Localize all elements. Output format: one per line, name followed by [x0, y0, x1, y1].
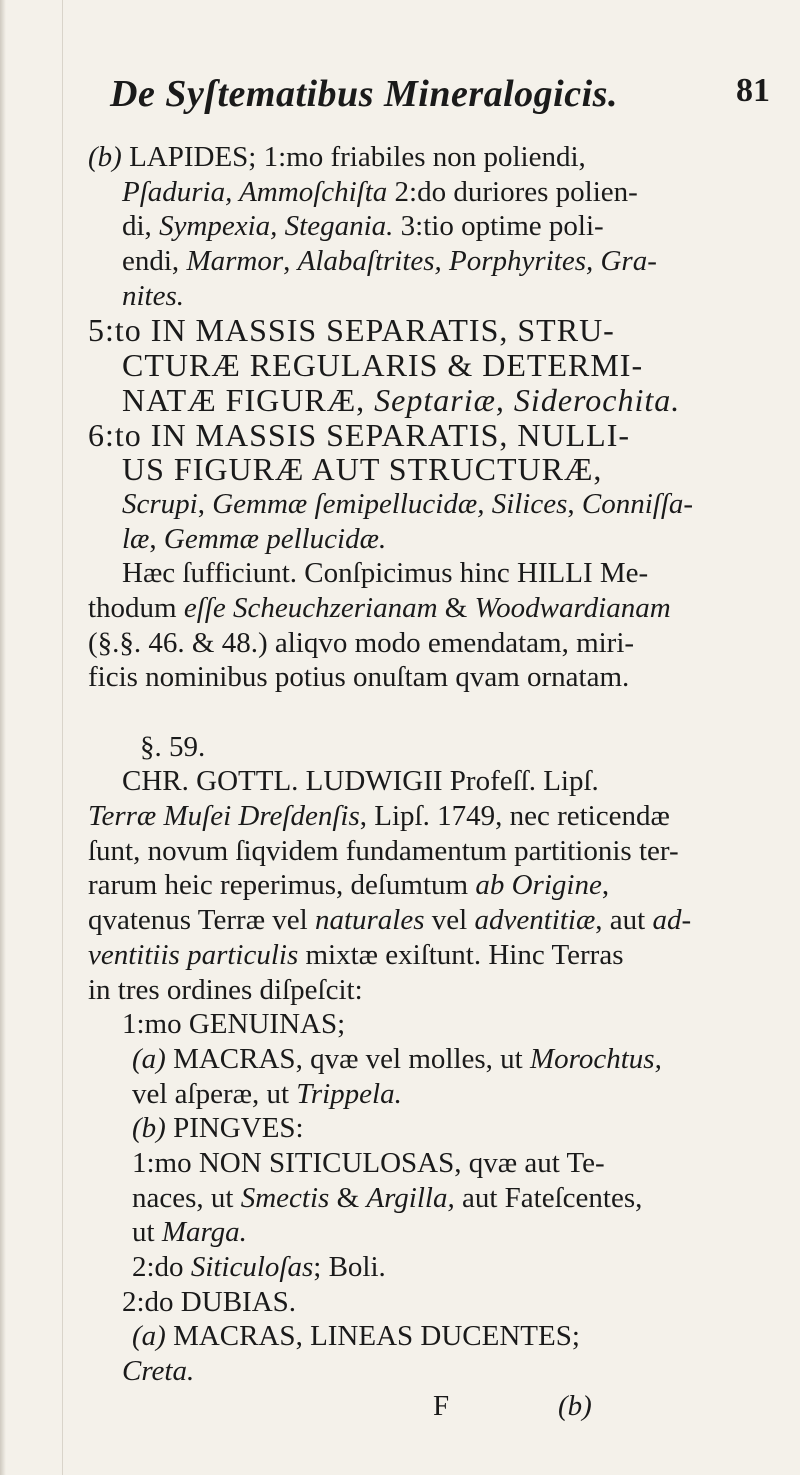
text-line: [88, 522, 778, 557]
roman-run: 1:mo GENUINAS;: [122, 1008, 346, 1041]
roman-run: MACRAS, qvæ vel molles, ut: [173, 1042, 530, 1075]
text-line: [88, 1215, 778, 1250]
italic-run: Creta.: [122, 1355, 195, 1388]
italic-run: Marmor: [186, 245, 284, 278]
roman-run: rarum heic reperimus, deſumtum: [88, 869, 476, 902]
roman-run: &: [437, 591, 475, 624]
page-edge: [0, 0, 6, 1475]
roman-run: LAPIDES; 1:mo friabiles non poliendi,: [129, 141, 586, 173]
text-line: [88, 695, 778, 730]
italic-run: ab Origine: [475, 869, 602, 902]
text-line: [88, 209, 778, 244]
section-number: [88, 730, 778, 765]
italic-run: (b): [88, 141, 130, 173]
roman-run: 2:do DUBIAS.: [122, 1285, 297, 1318]
italic-run: (b): [558, 1389, 592, 1422]
text-line: [88, 834, 778, 869]
text-line: [88, 1077, 778, 1112]
text-line: [88, 591, 778, 626]
text-line: [88, 938, 778, 973]
italic-run: Gemmæ pellucidæ.: [163, 522, 387, 555]
roman-run: F: [433, 1389, 450, 1422]
text-line: [88, 1181, 778, 1216]
text-line: [88, 418, 778, 453]
italic-run: Smectis: [240, 1181, 330, 1214]
roman-run: 1:mo NON SITICULOSAS, qvæ aut Te-: [132, 1146, 605, 1179]
italic-run: ad-: [652, 904, 692, 937]
italic-run: ventitiis particulis: [88, 938, 299, 971]
roman-run: 2:do: [132, 1251, 191, 1283]
text-line: [88, 973, 778, 1008]
italic-run: Alabaſtrites, Porphyrites, Gra-: [297, 245, 657, 278]
text-line: [88, 626, 778, 661]
text-line: [88, 1285, 778, 1320]
running-head: [110, 72, 770, 116]
italic-run: Marga.: [161, 1216, 247, 1249]
catchword-line: [88, 1389, 778, 1424]
roman-run: ,: [567, 487, 582, 520]
body-text: [88, 140, 778, 1423]
text-line: [88, 764, 778, 799]
roman-run: vel aſperæ, ut: [132, 1077, 297, 1110]
roman-run: (§.§. 46. & 48.) aliqvo modo emendatam, miri-: [88, 626, 635, 659]
text-line: [88, 244, 778, 279]
italic-run: Trippela.: [296, 1077, 402, 1110]
italic-run: Woodwardianam: [474, 591, 671, 624]
roman-run: 6:to IN MASSIS SEPARATIS, NULLI-: [88, 416, 630, 453]
roman-run: 5:to IN MASSIS SEPARATIS, STRU-: [88, 312, 615, 349]
italic-run: Terræ Muſei Dreſdenſis: [88, 800, 360, 833]
fold-line: [62, 0, 63, 1475]
text-line: [88, 1111, 778, 1146]
text-line: [88, 313, 778, 348]
italic-run: adventitiæ: [474, 904, 596, 937]
italic-run: (a): [132, 1320, 174, 1353]
text-line: [88, 660, 778, 695]
roman-run: ,: [283, 245, 298, 278]
roman-run: &: [329, 1181, 367, 1214]
text-line: [88, 452, 778, 487]
roman-run: , Lipſ. 1749, nec reticendæ: [359, 800, 670, 833]
running-title: De Syſtematibus Mineralogicis.: [110, 73, 618, 115]
text-line: [88, 868, 778, 903]
text-line: [88, 799, 778, 834]
roman-run: vel: [424, 904, 475, 937]
roman-run: NATÆ FIGURÆ,: [122, 381, 375, 418]
roman-run: 3:tio optime poli-: [400, 210, 604, 243]
text-line: [88, 1319, 778, 1354]
roman-run: ,: [197, 487, 213, 520]
roman-run: CHR. GOTTL. LUDWIGII Profeſſ. Lipſ.: [122, 765, 599, 798]
roman-run: ut: [132, 1216, 162, 1249]
page-number: 81: [736, 72, 770, 109]
italic-run: Septariæ, Siderochita.: [374, 381, 681, 418]
italic-run: nites.: [122, 279, 185, 312]
text-line: [88, 903, 778, 938]
text-line: [88, 175, 778, 210]
italic-run: Gemmæ ſemipellucidæ, Silices: [212, 487, 568, 520]
roman-run: US FIGURÆ AUT STRUCTURÆ,: [122, 451, 603, 488]
italic-run: naturales: [314, 904, 425, 937]
text-line: [88, 556, 778, 591]
text-line: [88, 1042, 778, 1077]
text-line: [88, 1354, 778, 1389]
roman-run: ,: [601, 869, 610, 902]
italic-run: Sympexia, Stegania.: [159, 210, 401, 243]
roman-run: CTURÆ REGULARIS & DETERMI-: [122, 347, 644, 384]
text-line: [88, 1250, 778, 1285]
italic-run: Conniſſa-: [581, 487, 694, 520]
roman-run: ficis nominibus potius onuſtam qvam ornatam.: [88, 661, 630, 694]
text-line: [88, 487, 778, 522]
roman-run: thodum: [88, 591, 184, 624]
text-line: [88, 140, 778, 175]
roman-run: in tres ordines diſpeſcit:: [88, 973, 363, 1006]
roman-run: mixtæ exiſtunt. Hinc Terras: [298, 938, 624, 971]
italic-run: Morochtus,: [529, 1042, 662, 1075]
italic-run: Pſaduria, Ammoſchiſta: [122, 175, 395, 208]
italic-run: Siticuloſas: [190, 1251, 314, 1283]
text-line: [88, 1007, 778, 1042]
roman-run: Hæc ſufficiunt. Conſpicimus hinc HILLI Me-: [122, 557, 649, 590]
roman-run: endi,: [122, 245, 187, 278]
text-line: [88, 1146, 778, 1181]
roman-run: PINGVES:: [173, 1112, 304, 1145]
text-line: [88, 279, 778, 314]
roman-run: , aut: [595, 904, 653, 937]
roman-run: di,: [122, 210, 160, 243]
roman-run: ,: [149, 522, 164, 555]
roman-run: naces, ut: [132, 1181, 241, 1214]
italic-run: eſſe Scheuchzerianam: [183, 591, 438, 624]
roman-run: 2:do duriores polien-: [394, 175, 638, 208]
roman-run: aut Fateſcentes,: [454, 1181, 643, 1214]
roman-run: §. 59.: [140, 730, 206, 763]
italic-run: Scrupi: [122, 487, 198, 520]
roman-run: ; Boli.: [313, 1251, 386, 1283]
italic-run: (a): [132, 1042, 174, 1075]
roman-run: qvatenus Terræ vel: [88, 904, 315, 937]
roman-run: ſunt, novum ſiqvidem fundamentum partitionis ter-: [88, 834, 679, 867]
text-line: [88, 348, 778, 383]
italic-run: (b): [132, 1112, 174, 1145]
text-line: [88, 383, 778, 418]
italic-run: læ: [122, 522, 150, 555]
roman-run: MACRAS, LINEAS DUCENTES;: [173, 1320, 580, 1353]
italic-run: Argilla,: [366, 1181, 455, 1214]
